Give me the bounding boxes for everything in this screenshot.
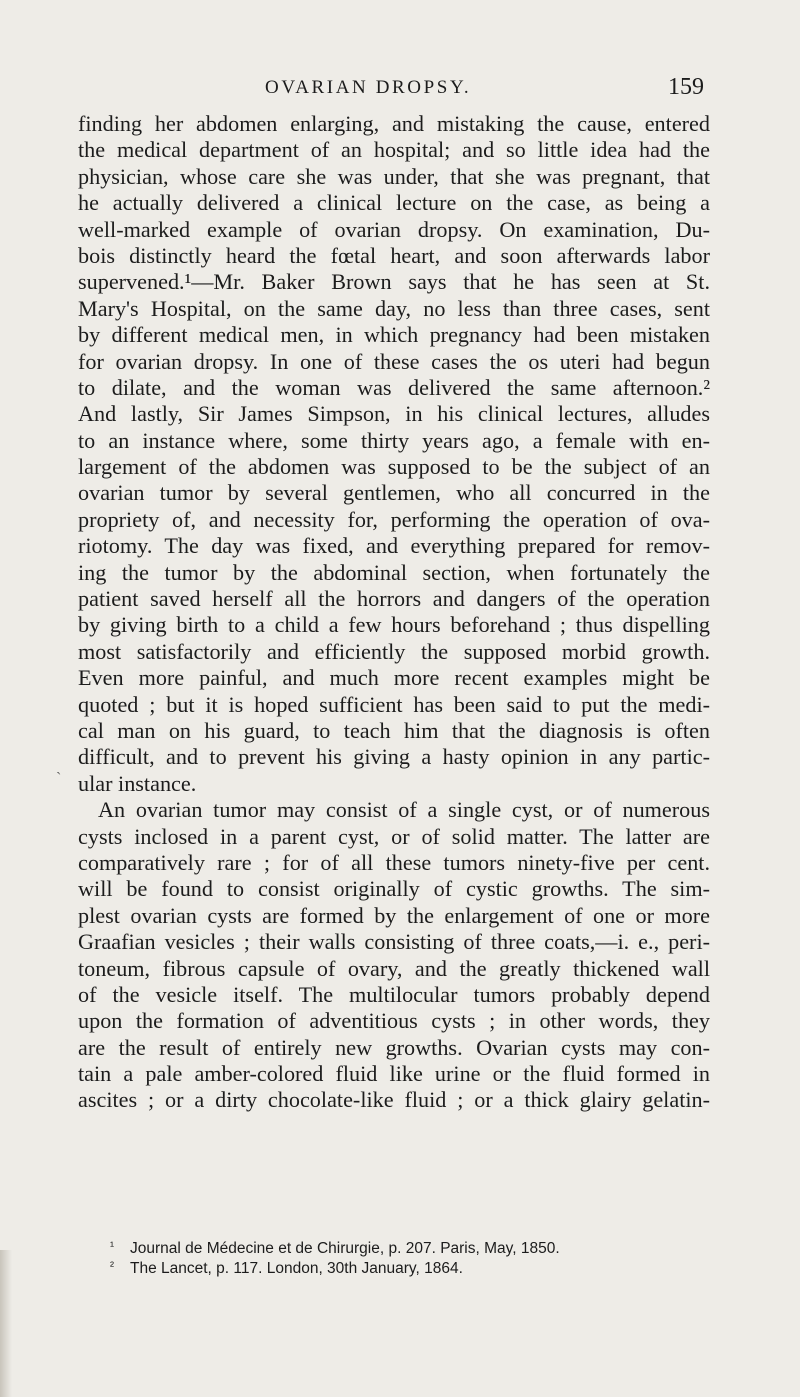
text-line: he actually delivered a clinical lecture on the case, as being a — [78, 190, 710, 216]
text-line: well-marked example of ovarian dropsy. On examination, Du- — [78, 216, 710, 242]
footnote-mark: ¹ — [110, 1239, 114, 1253]
text-line: An ovarian tumor may consist of a single cyst, or of numerous — [98, 797, 710, 823]
text-line: ing the tumor by the abdominal section, when fortunately the — [78, 559, 710, 585]
footnote-text: The Lancet, p. 117. London, 30th January, 1864. — [130, 1259, 463, 1277]
text-line: comparatively rare ; for of all these tumors ninety-five per cent. — [78, 849, 710, 875]
text-line: Graafian vesicles ; their walls consisting of three coats,—i. e., peri- — [78, 929, 710, 955]
text-line: will be found to consist originally of cystic growths. The sim- — [78, 876, 710, 902]
footnotes — [110, 1238, 670, 1277]
text-line: ascites ; or a dirty chocolate-like fluid ; or a thick glairy gelatin- — [78, 1087, 710, 1113]
text-line: Mary's Hospital, on the same day, no less than three cases, sent — [78, 295, 710, 321]
text-line: plest ovarian cysts are formed by the enlargement of one or more — [78, 902, 710, 928]
text-line: ular instance. — [78, 770, 197, 796]
text-line: difficult, and to prevent his giving a hasty opinion in any partic- — [78, 744, 710, 770]
text-line: most satisfactorily and efficiently the supposed morbid growth. — [78, 638, 710, 664]
text-line: Even more painful, and much more recent examples might be — [78, 665, 710, 691]
text-line: ovarian tumor by several gentlemen, who all concurred in the — [78, 480, 710, 506]
text-line: largement of the abdomen was supposed to be the subject of an — [78, 454, 710, 480]
page-number: 159 — [668, 74, 704, 100]
footnote — [110, 1258, 670, 1278]
text-line: finding her abdomen enlarging, and mistaking the cause, entered — [78, 111, 710, 136]
text-line: riotomy. The day was fixed, and everything prepared for remov- — [78, 533, 710, 559]
page-edge-shadow — [0, 1250, 12, 1397]
text-line: cal man on his guard, to teach him that the diagnosis is often — [78, 717, 710, 743]
text-line: And lastly, Sir James Simpson, in his clinical lectures, alludes — [78, 401, 710, 427]
text-line: to dilate, and the woman was delivered the same afternoon.² — [78, 374, 710, 400]
running-title: OVARIAN DROPSY. — [265, 77, 472, 98]
text-line: tain a pale amber-colored fluid like urine or the fluid formed in — [78, 1061, 710, 1087]
footnote-mark: ² — [110, 1258, 114, 1273]
text-line: supervened.¹—Mr. Baker Brown says that he has seen at St. — [78, 269, 710, 295]
text-line: bois distinctly heard the fœtal heart, and soon afterwards labor — [78, 242, 710, 268]
text-line: by giving birth to a child a few hours beforehand ; thus dispelling — [78, 612, 710, 638]
text-line: patient saved herself all the horrors and dangers of the operation — [78, 586, 710, 612]
text-line: upon the formation of adventitious cysts ; in other words, they — [78, 1008, 710, 1034]
running-head — [0, 74, 800, 107]
footnote — [110, 1238, 670, 1258]
footnote-text: Journal de Médecine et de Chirurgie, p. 207. Paris, May, 1850. — [130, 1240, 560, 1257]
text-line: by different medical men, in which pregnancy had been mistaken — [78, 322, 710, 348]
text-line: the medical department of an hospital; and so little idea had the — [78, 137, 710, 163]
text-line: physician, whose care she was under, that she was pregnant, that — [78, 163, 710, 189]
text-line: toneum, fibrous capsule of ovary, and the greatly thickened wall — [78, 955, 710, 981]
body-text — [78, 111, 710, 1114]
text-line: are the result of entirely new growths. Ovarian cysts may con- — [78, 1034, 710, 1060]
text-line: quoted ; but it is hoped sufficient has been said to put the medi- — [78, 691, 710, 717]
text-line: for ovarian dropsy. In one of these cases the os uteri had begun — [78, 348, 710, 374]
text-line: cysts inclosed in a parent cyst, or of solid matter. The latter are — [78, 823, 710, 849]
margin-mark: ˎ — [56, 758, 62, 775]
text-line: of the vesicle itself. The multilocular tumors probably depend — [78, 981, 710, 1007]
text-line: to an instance where, some thirty years ago, a female with en- — [78, 427, 710, 453]
text-line: propriety of, and necessity for, performing the operation of ova- — [78, 506, 710, 532]
